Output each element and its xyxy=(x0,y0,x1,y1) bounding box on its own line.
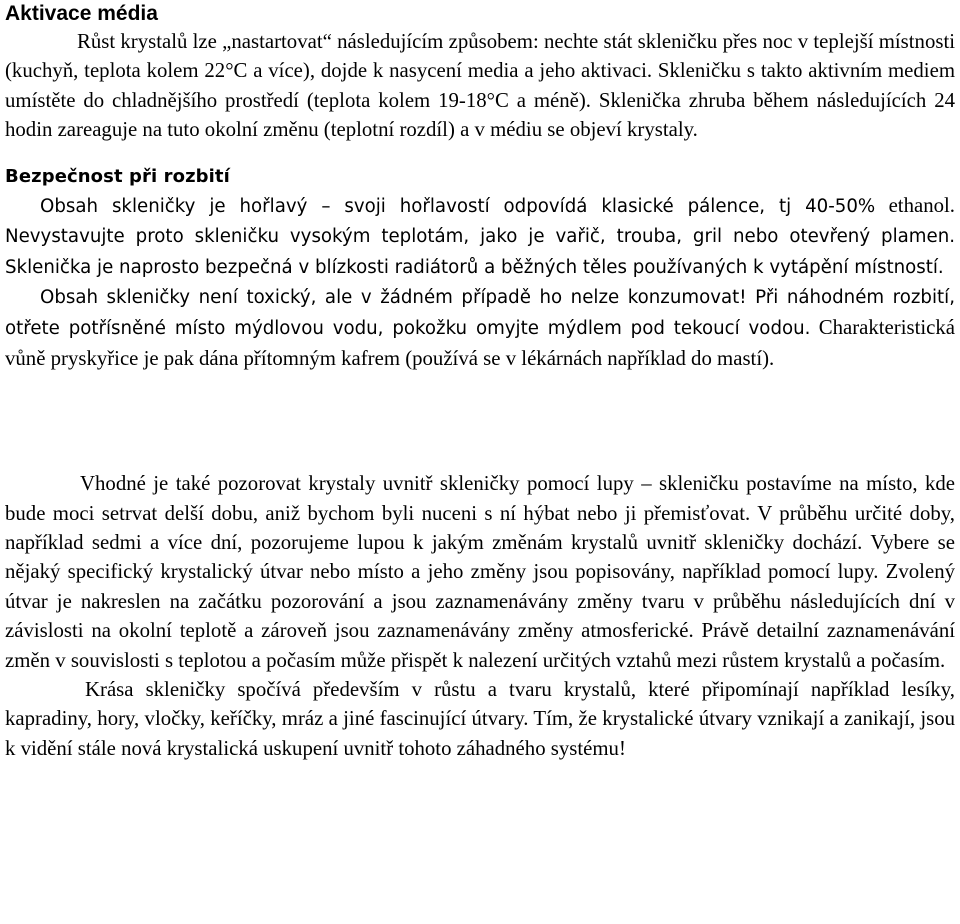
paragraph-safety-flammable xyxy=(5,191,955,283)
text-run: Obsah skleničky není toxický, ale v žádném případě ho nelze konzumovat! xyxy=(40,287,747,309)
section-heading-activation: Aktivace média xyxy=(5,2,158,25)
text-run: ethanol. xyxy=(875,193,955,217)
section-heading-safety: Bezpečnost při rozbití xyxy=(5,165,230,187)
text-run: Sklenička je naprosto bezpečná v blízkosti radiátorů a běžných těles používaných k vytápění místností. xyxy=(5,256,944,278)
document-page xyxy=(5,0,955,763)
text-run: Nevystavujte proto skleničku vysokým teplotám, jako je vařič, trouba, gril nebo otevřený plamen. xyxy=(5,226,955,248)
paragraph-activation: Růst krystalů lze „nastartovat“ následujícím způsobem: nechte stát skleničku přes noc v teplejší místnosti (kuchyň, teplota kolem 22°C a více), dojde k nasycení media a jeho aktivaci. Skleničku s takto aktivním mediem umístěte do chladnějšího prostředí (teplota kolem 19-18°C a méně). Sklenička zhruba během následujících 24 hodin zareaguje na tuto okolní změnu (teplotní rozdíl) a v médiu se objeví krystaly. xyxy=(5,30,955,142)
paragraph-beauty: Krása skleničky spočívá především v růstu a tvaru krystalů, které připomínají například lesíky, kapradiny, hory, vločky, keříčky, mráz a jiné fascinující útvary. Tím, že krystalické útvary vznikají a zanikají, jsou k vidění stále nová krystalická uskupení uvnitř tohoto záhadného systému! xyxy=(5,678,955,760)
spacer xyxy=(5,373,955,469)
text-run: Charakteristická vůně pryskyřice je pak dána přítomným kafrem (používá se v lékárnách například do mastí). xyxy=(5,316,955,370)
spacer xyxy=(5,145,955,163)
text-run: Při náhodném rozbití, otřete potřísněné místo mýdlovou vodu, pokožku omyjte mýdlem pod tekoucí vodou. xyxy=(5,287,955,339)
text-run: Obsah skleničky je hořlavý – svoji hořlavostí odpovídá klasické pálence, tj 40-50% xyxy=(40,195,876,217)
paragraph-safety-toxicity xyxy=(5,282,955,373)
paragraph-observation: Vhodné je také pozorovat krystaly uvnitř skleničky pomocí lupy – skleničku postavíme na místo, kde bude moci setrvat delší dobu, aniž bychom byli nuceni s ní hýbat nebo ji přemisťovat. V průběhu určité doby, například sedmi a více dní, pozorujeme lupou k jakým změnám krystalů uvnitř skleničky dochází. Vybere se nějaký specifický krystalický útvar nebo místo a jeho změny jsou popisovány, například pomocí lupy. Zvolený útvar je nakreslen na začátku pozorování a jsou zaznamenávány změny tvaru v průběhu následujících dní v závislosti na okolní teplotě a zároveň jsou zaznamenávány změny atmosferické. Právě detailní zaznamenávání změn v souvislosti s teplotou a počasím může přispět k nalezení určitých vztahů mezi růstem krystalů a počasím. xyxy=(5,472,955,672)
